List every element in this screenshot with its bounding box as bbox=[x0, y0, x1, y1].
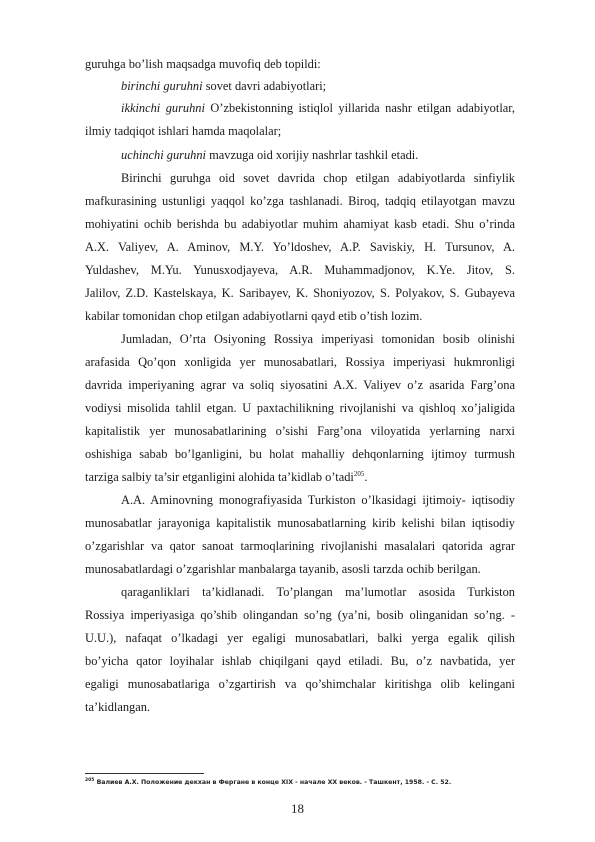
paragraph-line: A.A. Aminovning monografiyasida Turkiston o’lkasidagi ijtimoiy- iqtisodiy bbox=[121, 493, 515, 507]
paragraph-line: oshishiga sabab bo’lganligini, bu holat mahalliy dehqonlarning ijtimoy turmush bbox=[85, 447, 515, 461]
paragraph-line: Yuldashev, M.Yu. Yunusxodjayeva, A.R. Muhammadjonov, K.Ye. Jitov, S. bbox=[85, 263, 515, 277]
group-3-label: uchinchi guruhni bbox=[121, 148, 207, 162]
group-1-label: birinchi guruhni bbox=[121, 79, 203, 93]
paragraph-line: arafasida Qo’qon xonligida yer munosabatlari, Rossiya imperiyasi hukmronligi bbox=[85, 355, 515, 369]
paragraph-line: kabilar tomonidan chop etilgan adabiyotlarni qayd etib o’tish lozim. bbox=[85, 309, 423, 323]
paragraph-line: mafkurasining ustunligi yaqqol ko’zga tashlanadi. Biroq, tadqiq etilayotgan mavzu bbox=[85, 194, 515, 208]
paragraph-line: Jalilov, Z.D. Kastelskaya, K. Saribayev, K. Shoniyozov, S. Polyakov, S. Gubayeva bbox=[85, 286, 515, 300]
sentence-period: . bbox=[364, 470, 368, 484]
page-number: 18 bbox=[291, 801, 304, 816]
paragraph-line: davrida imperiyaning agrar va soliq siyosatini A.X. Valiyev o’z asarida Farg’ona bbox=[85, 378, 515, 392]
group-2-continued: ilmiy tadqiqot ishlari hamda maqolalar; bbox=[85, 124, 282, 138]
paragraph-line: munosabatlardagi o’zgarishlar manbalarga tayanib, asosli tarzda ochib berilgan. bbox=[85, 562, 481, 576]
group-2-label: ikkinchi guruhni bbox=[121, 101, 205, 115]
paragraph-line bbox=[85, 469, 367, 485]
paragraph-line: munosabatlar jarayoniga kapitalistik munosabatlarning kirib kelishi bilan iqtisodiy bbox=[85, 516, 515, 530]
paragraph-line-text: tarziga salbiy ta’sir etganligini alohida ta’kidlab o’tadi bbox=[85, 470, 354, 484]
footnote bbox=[85, 779, 451, 787]
group-3-text: mavzuga oid xorijiy nashrlar tashkil etadi. bbox=[209, 148, 419, 162]
group-1-text: sovet davri adabiyotlari; bbox=[205, 79, 327, 93]
paragraph-line: egaligi munosabatlariga o’zgartirish va qo’shimchalar kiritishga olib kelingani bbox=[85, 677, 515, 691]
paragraph-line: Jumladan, O’rta Osiyoning Rossiya imperiyasi tomonidan bosib olinishi bbox=[121, 332, 515, 346]
intro-line: guruhga bo’lish maqsadga muvofiq deb topildi: bbox=[85, 57, 321, 71]
group-2 bbox=[121, 100, 515, 116]
footnote-text: Валиев А.Х. Положение декхан в Фергане в конце XIX - начале XX веков. - Ташкент, 1958. - С. 52. bbox=[96, 779, 452, 786]
paragraph-line: qaraganliklari ta’kidlanadi. To’plangan ma’lumotlar asosida Turkiston bbox=[121, 585, 515, 599]
paragraph-line: A.X. Valiyev, A. Aminov, M.Y. Yo’ldoshev, A.P. Saviskiy, H. Tursunov, A. bbox=[85, 240, 515, 254]
paragraph-line: o’zgarishlar va qator sanoat tarmoqlarining rivojlanishi masalalari qatorida agrar bbox=[85, 539, 515, 553]
group-2-text: O’zbekistonning istiqlol yillarida nashr etilgan adabiyotlar, bbox=[210, 101, 515, 115]
footnote-ref: 205 bbox=[353, 469, 365, 478]
paragraph-line: ta’kidlangan. bbox=[85, 700, 151, 714]
paragraph-line: U.U.), nafaqat o’lkadagi yer egaligi munosabatlari, balki yerga egalik qilish bbox=[85, 631, 515, 645]
paragraph-line: kapitalistik yer munosabatlarining o’sishi Farg’ona viloyatida yerlarning narxi bbox=[85, 424, 515, 438]
footnote-number: 205 bbox=[85, 777, 95, 783]
paragraph-line: Rossiya imperiyasiga qo’shib olingandan so’ng (ya’ni, bosib olinganidan so’ng. - bbox=[85, 608, 515, 622]
footnote-separator bbox=[85, 773, 204, 774]
group-1 bbox=[121, 78, 326, 94]
paragraph-line: mohiyatini ochib berishda bu adabiyotlar muhim ahamiyat kasb etadi. Shu o’rinda bbox=[85, 217, 515, 231]
group-3 bbox=[121, 147, 418, 163]
paragraph-line: vodiysi misolida tahlil etgan. U paxtachilikning rivojlanishi va qishloq xo’jaligida bbox=[85, 401, 515, 415]
paragraph-line: bo’yicha qator loyihalar ishlab chiqilgani qayd etiladi. Bu, o’z navbatida, yer bbox=[85, 654, 515, 668]
paragraph-line: Birinchi guruhga oid sovet davrida chop etilgan adabiyotlarda sinfiylik bbox=[121, 171, 515, 185]
